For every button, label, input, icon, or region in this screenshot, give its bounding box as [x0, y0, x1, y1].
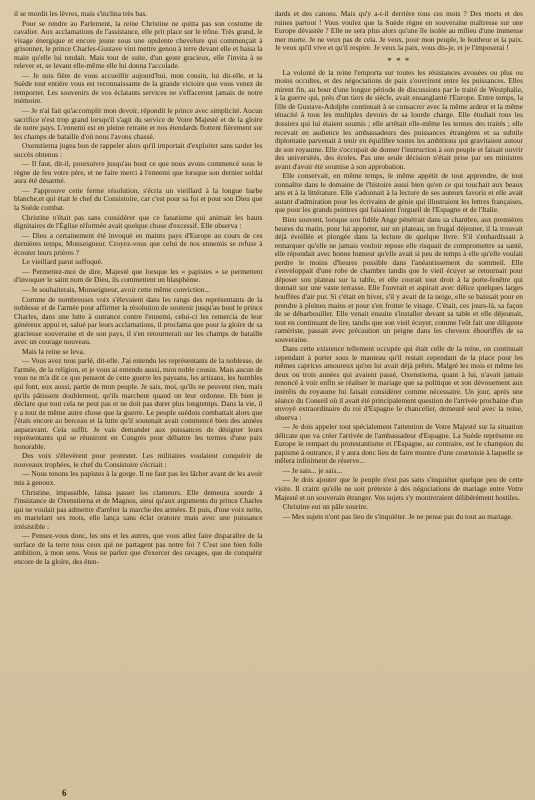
- paragraph: — Nous tenons les papistes à la gorge. Il ne faut pas les lâcher avant de les avoir mis à genoux.: [14, 469, 263, 487]
- paragraph: Comme de nombreuses voix s'élevaient dans les rangs des représentants de la noblesse et de l'armée pour affirmer la résolution de soutenir jusqu'au bout le prince Charles, dans une lutte à outrance contre l'ennemi, celui-ci les remercia de leur généreux appui et, salué par leurs acclamations, il proclama que pour la gloire de sa gracieuse souveraine et de son pays, il s'en retournerait sur les champs de bataille avec un courage nouveau.: [14, 294, 263, 347]
- paragraph: Christine, impassible, laissa passer les clameurs. Elle demeura sourde à l'insistance de Oxenstierna et de Magnus, ainsi qu'aux arguments du prince Charles qui ne voulait pas admettre d'arrêter la marche des armées. Et puis, d'une voix nette, en martelant ses mots, elle lança sans éclat oratoire mais avec une puissance irrésistible :: [14, 487, 263, 531]
- paragraph: Christine eut un pâle sourire.: [282, 502, 369, 512]
- paragraph: — Je dois ajouter que le peuple n'est pas sans s'inquiéter quelque peu de cette visite. Il craint qu'elle ne soit prétexte à des négociations de mariage entre Votre Majesté et un souverain étranger. Vos sujets s'y montreraient délibérément hostiles.: [274, 475, 523, 502]
- paragraph: Le vieillard parut suffoqué.: [22, 257, 103, 267]
- paragraph: Bien souvent, lorsque son fidèle Ange pénétrait dans sa chambre, aux premières heures du matin, pour lui apporter, sur un plateau, un frugal déjeuner, il la trouvait déjà éveillée et plongée dans la lecture de quelque livre. S'il s'enhardissait à remarquer qu'elle ne jamais vouloir repose elle risquait de compromettre sa santé, elle répondait avec bonne humeur qu'elle avait si peu de temps à elle qu'elle voulait perdre le moins d'heures possible dans l'anéantissement du sommeil. Elle s'enveloppait d'une robe de chambre tandis que le vieil écuyer se retournait pour déposer son plateau sur la table, et elle courait tout droit à la porte-fenêtre qui donnait sur une vaste terrasse. Elle l'ouvrait et aspirait avec délice quelques larges bouffées d'air pur. Si c'était en hiver, s'il y avait de la neige, elle se baissait pour en prendre à pleines mains et pour s'en frotter le visage. C'était, ces jours-là, sa façon de se débarbouiller. Elle venait ensuite s'installer devant sa table et elle déjeunait, tout en continuant de lire, tandis que son vieil écuyer, comme l'eût fait une diligente camériste, passait avec précaution un peigne dans les cheveux ébouriffés de sa souveraine.: [274, 215, 523, 344]
- paragraph: — J'approuve cette ferme résolution, s'écria un vieillard à la longue barbe blanche,et qui était le chef du Consistoire, car c'est pour sa foi et pour son Dieu que la Suède combat.: [14, 185, 263, 213]
- paragraph: — Je souhaiterais, Monseigneur, avoir cette même conviction...: [22, 284, 211, 294]
- left-column: [14, 10, 263, 782]
- text-columns: [14, 10, 523, 782]
- paragraph: La volonté de la reine l'emporta sur toutes les résistances avouées ou plus ou moins occultes, et des négociations de paix s'ouvrirent entre les puissances. Elles mirent fin, au bout d'une longue période de discussions par le traité de Westphalie, à la guerre qui, près d'un tiers de siècle, avait ensanglanté l'Europe. Entre temps, la fille de Gustave-Adolphe continuait à se consacrer avec la même ardeur et la même ténacité à tous les multiples devoirs de sa lourde charge. Elle étudiait tous les dossiers qui lui étaient soumis ; elle arrêtait elle-même les termes des traités ; elle recevait en audience les ambassadeurs des puissances étrangères et sa subtile diplomatie parvenait à tenir en équilibre toutes les ambitions qui gravitaient autour de son royaume. Elle s'occupait de donner l'instruction à son peuple et faisait ouvrir des universités, des écoles. Pas une seule décision n'était prise par ses ministres avant d'avoir été soumise à son approbation.: [274, 67, 523, 171]
- paragraph: Des voix s'élevèrent pour protester. Les militaires voulaient conquérir de nouveaux trophées, le chef du Consistoire s'écriait :: [14, 451, 263, 469]
- right-column-top: [275, 10, 524, 53]
- paragraph: Christine n'était pas sans considérer que ce fanatisme qui animait les hauts dignitaires de l'Église réformée avait quelque chose d'excessif. Elle observa :: [14, 212, 263, 231]
- paragraph: — Mes sujets n'ont pas lieu de s'inquiéter. Je ne pense pas du tout au mariage.: [282, 511, 513, 521]
- paragraph: — Je n'ai fait qu'accomplir mon devoir, répondit le prince avec simplicité. Aucun sacrifice n'est trop grand lorsqu'il s'agit du service de Votre Majesté et de la gloire de notre pays. L'ennemi est en pleine retraite et nos étendards flottent fièrement sur les champs de bataille d'où nous l'avons chassé.: [14, 106, 263, 141]
- paragraph: Elle conservait, en même temps, le même appétit de tout apprendre, de tout connaître dans le domaine de l'histoire aussi bien qu'en ce qui touchait aux beaux arts et à la littérature. Elle s'adonnait à la lecture de ses auteurs favoris et elle avait autant d'admiration pour les écrivains de génie qui illustraient les lettres françaises, que pour les grands peintres qui faisaient l'orgueil de l'Espagne et de l'Italie.: [274, 171, 523, 215]
- paragraph: — Dieu a certainement été invoqué en maints pays d'Europe au cours de ces dernières temps, Monseigneur. Croyez-vous que celui de nos ennemis se refuse à écouter leurs prières ?: [14, 230, 263, 257]
- right-column: [275, 10, 524, 782]
- paragraph: — Vous avez tous parlé, dit-elle. J'ai entendu les représentants de la noblesse, de l'armée, de la religion, et je vous ai entendu aussi, mon noble cousin. Mais aucun de vous ne m'a dit ce que pensent de cette guerre les paysans, les artisans, les humbles qui font, eux aussi, partie de mon peuple. Je sais, moi, qu'ils ne peuvent rien, mais qu'ils pâtissent doublement, qu'ils marchent quand on leur ordonne. Eh bien je déclare que tout cela ne peut pas et ne doit pas durer plus longtemps. Dans la vie, il y a tout de même autre chose que la guerre. Le peuple suédois combattait alors que j'étais encore au berceau et la lutte qu'il soutenait avait commencé bien des années auparavant. Cela suffit. Je vais demander aux puissances de désigner leurs représentants qui se réuniront en Congrès pour débattre les termes d'une paix honorable.: [14, 356, 263, 451]
- paragraph: Oxenstierna jugea bon de rappeler alors qu'il importait d'exploiter sans tarder les succès obtenus :: [14, 141, 263, 159]
- paragraph: Pour se rendre au Parlement, la reine Christine ne quitta pas son costume de cavalier. Aux acclamations de l'assistance, elle prit place sur le trône. Très grand, le visage énergique et encore jeune sous une opulente chevelure qui commençait à grisonner, le prince Charles-Gustave vint mettre genou à terre devant elle et baisa la main qu'elle lui tendait. Mais tout de suite, d'un geste gracieux, elle l'invita à se relever et, se levant elle-même elle lui donna l'accolade.: [14, 18, 263, 71]
- paragraph: il se mordit les lèvres, mais s'inclina très bas.: [14, 10, 148, 18]
- paragraph: — Je dois appeler tout spécialement l'attention de Votre Majesté sur la situation délicate que va créer l'arrivée de l'ambassadeur d'Espagne. La Suède représente en Europe le rempart du protestantisme et l'Espagne, au contraire, est le champion du papisme à outrance, il y aura donc lieu de faire montre d'une courtoisie à laquelle se mêlera infiniment de réserve...: [274, 422, 523, 466]
- right-column-bottom: [275, 69, 524, 521]
- paragraph: — Il faut, dit-il, poursuivre jusqu'au bout ce que nous avons commencé sous le règne de feu votre père, et ne faire merci à l'ennemi que lorsque son dernier soldat aura été désarmé.: [14, 159, 263, 186]
- paragraph: Dans cette existence tellement occupée qui était celle de la reine, on continuait cependant à porter sous le manteau qu'il restait cependant de la place pour les mêmes caprices amoureux qu'on lui avait déjà prêtés. Malgré les mois et même les deux ou trois années qui avaient passé, Oxenstierna, quant à lui, n'avait jamais renoncé à voir enfin se réaliser le mariage que sa politique et son dévouement aux intérêts du royaume lui faisait considérer comme nécessaire. Un jour, après une séance du Conseil où il avait été principalement question de l'arrivée prochaine d'un envoyé extraordinaire du roi d'Espagne le chancelier, demeuré seul avec la reine, observa :: [274, 344, 523, 422]
- paragraph: — Je sais... je sais...: [282, 465, 343, 475]
- paragraph: — Permettez-moi de dire, Majesté que lorsque les « papistes » se permettent d'invoquer le saint nom de Dieu, ils commettent un blasphème.: [14, 266, 263, 285]
- paragraph: dards et des canons. Mais qu'y a-t-il derrière tous ces mots ? Des morts et des ruines partout ! Vous voulez que la Suède règne en souveraine maîtresse sur une Europe dévastée ? Elle ne sera plus alors qu'une île isolée au milieu d'une immense mer morte. Je ne veux pas de cela. Je veux, pour mon peuple, le bonheur et la paix. Je veux qu'il vive et qu'il respire. Je veux la paix, vous dis-je, et je l'imposerai !: [274, 10, 523, 53]
- page-number: 6: [62, 788, 67, 798]
- paragraph: — Je suis fière de vous accueillir aujourd'hui, mon cousin, lui dit-elle, et la Suède tout entière vous est reconnaissante de la grande victoire que vous venez de remporter. Les souvenirs de vos éclatants services ne s'effaceront jamais de notre mémoire.: [14, 70, 263, 106]
- paragraph: Mais la reine se leva.: [22, 346, 85, 356]
- section-separator: * * *: [387, 55, 411, 66]
- paragraph: — Pensez-vous donc, les uns et les autres, que vous allez faire disparaître de la surface de la terre tous ceux qui ne partagent pas notre foi ? C'est une bien folle ambition, à mon sens. Vous ne parlez que d'exercer des ravages, que de conquérir encore de la gloire, des éten-: [14, 531, 263, 566]
